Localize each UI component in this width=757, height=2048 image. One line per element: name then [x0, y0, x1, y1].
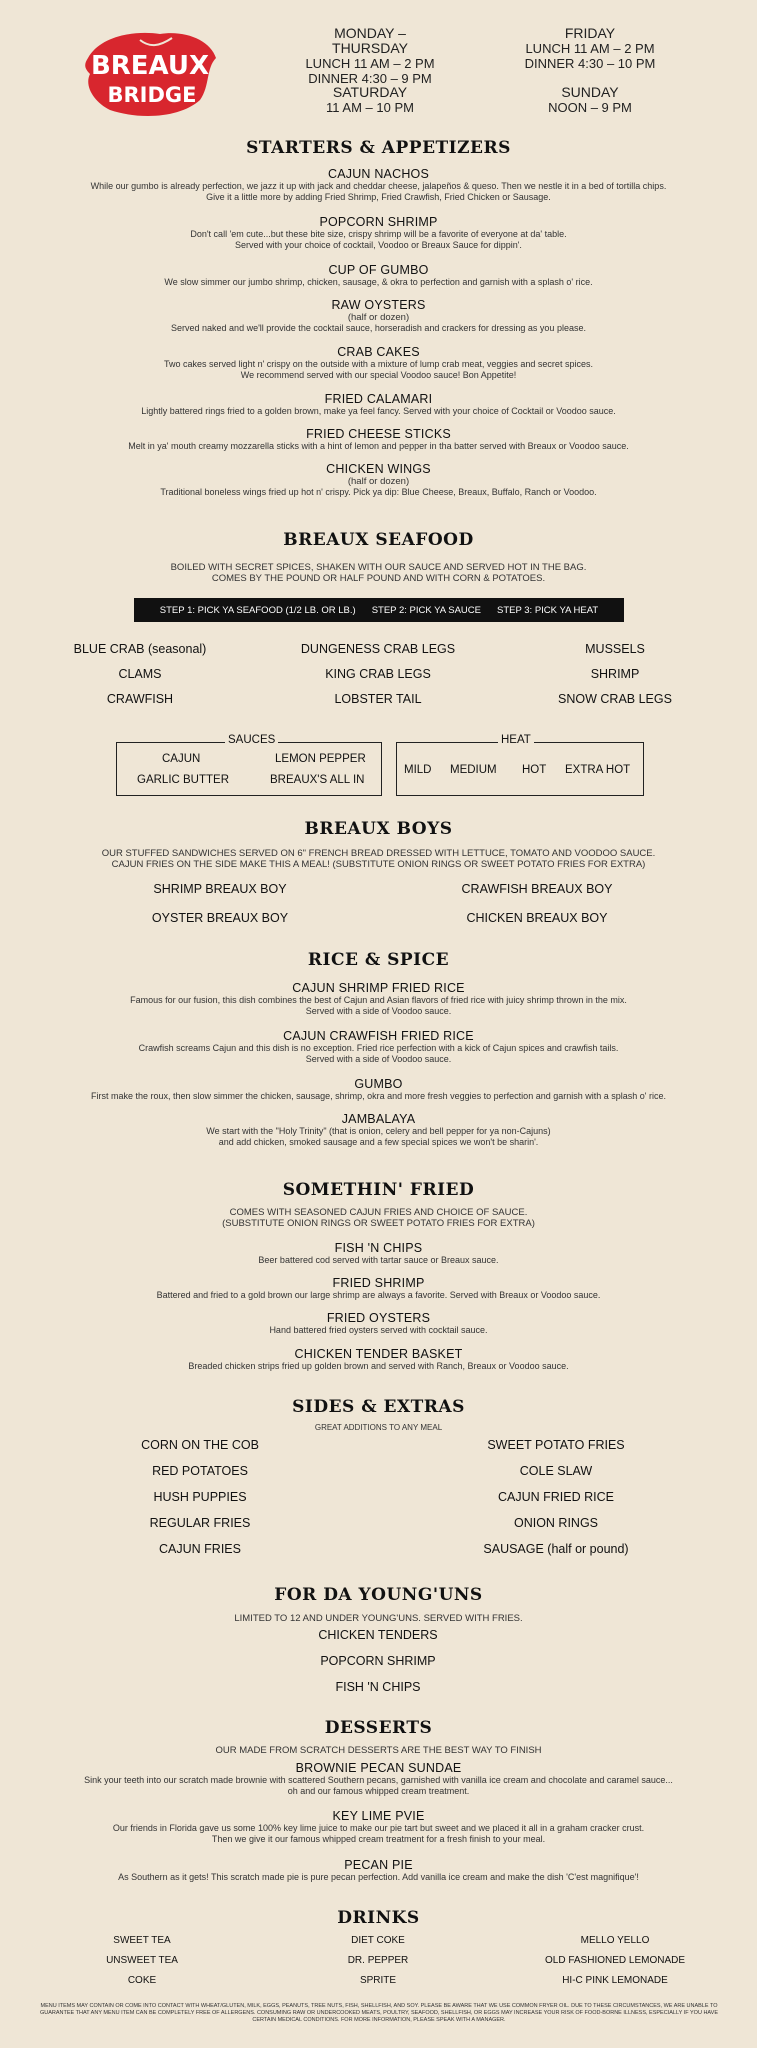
item-desc: and add chicken, smoked sausage and a few special spices we won't be sharin'. [218, 1137, 539, 1147]
note-line: OUR MADE FROM SCRATCH DESSERTS ARE THE BEST WAY TO FINISH [215, 1745, 542, 1756]
item-name: CAJUN CRAWFISH FRIED RICE [283, 1029, 474, 1043]
item-desc: As Southern as it gets! This scratch made pie is pure pecan perfection. Add vanilla ice cream and make the dish 'C'est magnifique'! [118, 1872, 639, 1882]
item-desc: We recommend served with our special Voodoo sauce! Bon Appetite! [240, 370, 517, 380]
item-name: FRIED CHEESE STICKS [306, 427, 451, 441]
sauces-box [116, 742, 382, 796]
item-desc: Lightly battered rings fried to a golden brown, make ya feel fancy. Served with your choice of Cocktail or Voodoo sauce. [141, 406, 616, 416]
drink-item: SPRITE [359, 1975, 397, 1986]
menu-item [20, 298, 737, 334]
drink-item: HI-C PINK LEMONADE [562, 1975, 668, 1986]
item-name: POPCORN SHRIMP [319, 215, 438, 229]
note-line: CAJUN FRIES ON THE SIDE MAKE THIS A MEAL! (SUBSTITUTE ONION RINGS OR SWEET POTATO FRIES FOR EXTRA) [111, 859, 646, 870]
breaux-bridge-logo [80, 28, 220, 123]
menu-item [20, 1077, 737, 1102]
side-item: SWEET POTATO FRIES [487, 1438, 625, 1452]
side-item: CORN ON THE COB [141, 1438, 259, 1452]
hours-line: 11 AM – 10 PM [326, 100, 414, 115]
note-line: COMES WITH SEASONED CAJUN FRIES AND CHOICE OF SAUCE. [229, 1207, 528, 1218]
boys-note [20, 848, 737, 870]
seafood-item: BLUE CRAB (seasonal) [73, 642, 207, 656]
drinks-title: DRINKS [337, 1908, 420, 1928]
menu-item [20, 981, 737, 1017]
item-name: FISH 'N CHIPS [334, 1241, 423, 1255]
item-desc: Battered and fried to a gold brown our large shrimp are always a favorite. Served with Breaux or Voodoo sauce. [156, 1290, 601, 1300]
boy-item: SHRIMP BREAUX BOY [153, 882, 287, 896]
item-desc: Hand battered fried oysters served with cocktail sauce. [269, 1325, 488, 1335]
seafood-item: DUNGENESS CRAB LEGS [300, 642, 456, 656]
item-name: CUP OF GUMBO [328, 263, 429, 277]
menu-item [20, 1311, 737, 1336]
note-line: GREAT ADDITIONS TO ANY MEAL [314, 1423, 443, 1432]
item-desc: Beer battered cod served with tartar sauce or Breaux sauce. [258, 1255, 499, 1265]
menu-item [20, 427, 737, 452]
seafood-item: MUSSELS [585, 642, 645, 656]
hours-day: SUNDAY [561, 84, 619, 100]
menu-item [20, 1276, 737, 1301]
heat-option: MEDIUM [450, 764, 497, 776]
young-note [20, 1613, 737, 1624]
desserts-title: DESSERTS [324, 1718, 433, 1738]
drink-item: MELLO YELLO [580, 1935, 650, 1946]
boys-title: BREAUX BOYS [304, 819, 453, 839]
item-name: CHICKEN WINGS [326, 462, 431, 476]
step-3: STEP 3: PICK YA HEAT [496, 604, 599, 616]
item-name: FRIED SHRIMP [332, 1276, 425, 1290]
desserts-note [20, 1745, 737, 1756]
menu-item [20, 345, 737, 381]
fried-title: SOMETHIN' FRIED [282, 1180, 475, 1200]
menu-item [20, 215, 737, 251]
drink-item: DR. PEPPER [347, 1955, 409, 1966]
hours-day: SATURDAY [332, 84, 408, 100]
kids-item: CHICKEN TENDERS [318, 1628, 438, 1642]
step-2: STEP 2: PICK YA SAUCE [371, 604, 481, 616]
item-desc: oh and our famous whipped cream treatment. [287, 1786, 470, 1796]
sides-title: SIDES & EXTRAS [292, 1397, 465, 1417]
item-desc: Traditional boneless wings fried up hot n' crispy. Pick ya dip: Blue Cheese, Breaux, Buffalo, Ranch or Voodoo. [160, 487, 597, 497]
side-item: REGULAR FRIES [149, 1516, 251, 1530]
heat-option: EXTRA HOT [565, 764, 631, 776]
drink-item: OLD FASHIONED LEMONADE [544, 1955, 686, 1966]
item-desc: Served with a side of Voodoo sauce. [305, 1054, 452, 1064]
hours-mon-thu [300, 26, 440, 86]
menu-item [20, 167, 737, 203]
side-item: COLE SLAW [519, 1464, 593, 1478]
kids-item: FISH 'N CHIPS [335, 1680, 421, 1694]
side-item: SAUSAGE (half or pound) [483, 1542, 629, 1556]
seafood-note [20, 562, 737, 584]
drink-item: COKE [127, 1975, 157, 1986]
item-desc: Served with a side of Voodoo sauce. [305, 1006, 452, 1016]
heat-title: HEAT [498, 734, 534, 746]
item-desc: Don't call 'em cute...but these bite size, crispy shrimp will be a favorite of everyone at da' table. [190, 229, 567, 239]
item-desc: Then we give it our famous whipped cream treatment for a fresh finish to your meal. [211, 1834, 546, 1844]
step-1: STEP 1: PICK YA SEAFOOD (1/2 LB. OR LB.) [159, 604, 356, 616]
sides-note [20, 1422, 737, 1433]
boy-item: OYSTER BREAUX BOY [151, 911, 289, 925]
item-name: BROWNIE PECAN SUNDAE [295, 1761, 462, 1775]
sauce-option: GARLIC BUTTER [137, 774, 230, 786]
menu-item [20, 1809, 737, 1845]
fried-note [20, 1207, 737, 1229]
hours-line: LUNCH 11 AM – 2 PM [305, 56, 435, 71]
note-line: BOILED WITH SECRET SPICES, SHAKEN WITH OUR SAUCE AND SERVED HOT IN THE BAG. [170, 562, 587, 573]
hours-sunday [510, 85, 670, 115]
menu-item [20, 1029, 737, 1065]
item-sub: (half or dozen) [347, 476, 410, 487]
item-name: CAJUN NACHOS [327, 167, 430, 181]
logo-line1: BREAUX [90, 51, 210, 81]
note-line: OUR STUFFED SANDWICHES SERVED ON 6" FRENCH BREAD DRESSED WITH LETTUCE, TOMATO AND VOODOO SAUCE. [101, 848, 656, 859]
seafood-item: CLAMS [118, 667, 162, 681]
heat-option: MILD [404, 764, 432, 776]
side-item: CAJUN FRIES [159, 1542, 241, 1556]
hours-line: DINNER 4:30 – 9 PM [308, 71, 432, 86]
seafood-title: BREAUX SEAFOOD [283, 530, 474, 550]
note-line: (SUBSTITUTE ONION RINGS OR SWEET POTATO FRIES FOR EXTRA) [222, 1218, 535, 1229]
seafood-steps-bar [134, 598, 624, 622]
menu-item [20, 1112, 737, 1148]
item-desc: Famous for our fusion, this dish combines the best of Cajun and Asian flavors of fried rice with juicy shrimp thrown in the mix. [130, 995, 627, 1005]
item-name: JAMBALAYA [341, 1112, 416, 1126]
drink-item: SWEET TEA [113, 1935, 171, 1946]
item-desc: Served naked and we'll provide the cocktail sauce, horseradish and crackers for dressing as you please. [171, 323, 586, 333]
hours-saturday [300, 85, 440, 115]
hours-line: DINNER 4:30 – 10 PM [524, 56, 656, 71]
item-desc: Give it a little more by adding Fried Shrimp, Fried Crawfish, Fried Chicken or Sausage. [206, 192, 551, 202]
item-desc: Sink your teeth into our scratch made brownie with scattered Southern pecans, garnished with vanilla ice cream and chocolate and caramel sauce... [84, 1775, 673, 1785]
logo-line2: BRIDGE [107, 83, 197, 107]
item-name: CRAB CAKES [337, 345, 420, 359]
item-name: RAW OYSTERS [331, 298, 426, 312]
hours-line: NOON – 9 PM [548, 100, 632, 115]
drink-item: UNSWEET TEA [106, 1955, 178, 1966]
item-desc: Crawfish screams Cajun and this dish is no exception. Fried rice perfection with a kick of Cajun spices and crawfish tails. [138, 1043, 619, 1053]
menu-item [20, 392, 737, 417]
item-sub: (half or dozen) [347, 312, 410, 323]
hours-line: LUNCH 11 AM – 2 PM [525, 41, 655, 56]
menu-item [20, 1858, 737, 1883]
sauces-title: SAUCES [225, 734, 278, 746]
item-desc: Our friends in Florida gave us some 100% key lime juice to make our pie tart but sweet and we placed it all in a graham cracker crust. [112, 1823, 645, 1833]
seafood-item: SNOW CRAB LEGS [558, 692, 672, 706]
side-item: CAJUN FRIED RICE [498, 1490, 614, 1504]
note-line: COMES BY THE POUND OR HALF POUND AND WITH CORN & POTATOES. [211, 573, 546, 584]
sauce-option: LEMON PEPPER [275, 753, 366, 765]
note-line: LIMITED TO 12 AND UNDER YOUNG'UNS. SERVED WITH FRIES. [234, 1613, 523, 1624]
item-name: CAJUN SHRIMP FRIED RICE [292, 981, 465, 995]
heat-option: HOT [522, 764, 547, 776]
sauce-option: CAJUN [162, 753, 201, 765]
sauce-option: BREAUX'S ALL IN [270, 774, 365, 786]
item-desc: Served with your choice of cocktail, Voodoo or Breaux Sauce for dippin'. [235, 240, 522, 250]
menu-item [20, 263, 737, 288]
item-desc: First make the roux, then slow simmer the chicken, sausage, shrimp, okra and more fresh veggies to perfection and garnish with a splash o' rice. [91, 1091, 666, 1101]
boy-item: CHICKEN BREAUX BOY [466, 911, 608, 925]
starters-title: STARTERS & APPETIZERS [246, 138, 511, 158]
side-item: HUSH PUPPIES [153, 1490, 247, 1504]
seafood-item: SHRIMP [590, 667, 640, 681]
kids-item: POPCORN SHRIMP [320, 1654, 436, 1668]
item-desc: We start with the "Holy Trinity" (that is onion, celery and bell pepper for ya non-Cajuns) [206, 1126, 551, 1136]
seafood-item: KING CRAB LEGS [325, 667, 431, 681]
item-name: KEY LIME PVIE [332, 1809, 425, 1823]
item-desc: Melt in ya' mouth creamy mozzarella sticks with a hint of lemon and pepper in tha batter served with Breaux or Voodoo sauce. [128, 441, 629, 451]
boy-item: CRAWFISH BREAUX BOY [461, 882, 613, 896]
item-name: FRIED OYSTERS [326, 1311, 431, 1325]
side-item: RED POTATOES [152, 1464, 248, 1478]
item-name: CHICKEN TENDER BASKET [294, 1347, 463, 1361]
side-item: ONION RINGS [513, 1516, 599, 1530]
item-name: PECAN PIE [344, 1858, 413, 1872]
item-desc: We slow simmer our jumbo shrimp, chicken, sausage, & okra to perfection and garnish with a splash o' rice. [164, 277, 593, 287]
item-name: FRIED CALAMARI [324, 392, 433, 406]
young-title: FOR DA YOUNG'UNS [274, 1585, 483, 1605]
menu-item [20, 1241, 737, 1266]
allergen-disclaimer: MENU ITEMS MAY CONTAIN OR COME INTO CONTACT WITH WHEAT/GLUTEN, MILK, EGGS, PEANUTS, TREE NUTS, FISH, SHELLFISH, AND SOY. PLEASE BE AWARE THAT WE USE COMMON FRYER OIL. DUE TO THESE CIRCUMSTANCES, WE ARE UNABLE TO GUARANTEE THAT ANY MENU ITEM CAN BE COMPLETELY FREE OF ALLERGENS. CONSUMING RAW OR UNDERCOOKED MEATS, POULTRY, SEAFOOD, SHELLFISH, OR EGGS MAY INCREASE YOUR RISK OF FOOD-BORNE ILLNESS, ESPECIALLY IF YOU HAVE CERTAIN MEDICAL CONDITIONS. FOR MORE INFORMATION, PLEASE SPEAK WITH A MANAGER. [39, 2003, 719, 2023]
item-desc: Two cakes served light n' crispy on the outside with a mixture of lump crab meat, veggies and secret spices. [164, 359, 593, 369]
hours-day: FRIDAY [564, 25, 616, 41]
menu-item [20, 462, 737, 498]
item-name: GUMBO [354, 1077, 403, 1091]
hours-friday [510, 26, 670, 71]
menu-item [20, 1347, 737, 1372]
drink-item: DIET COKE [351, 1935, 405, 1946]
item-desc: While our gumbo is already perfection, we jazz it up with jack and cheddar cheese, jalapeños & queso. Then we nestle it in a bed of tortilla chips. [90, 181, 667, 191]
seafood-item: CRAWFISH [106, 692, 174, 706]
hours-day: MONDAY – THURSDAY [332, 25, 408, 56]
item-desc: Breaded chicken strips fried up golden brown and served with Ranch, Breaux or Voodoo sauce. [188, 1361, 569, 1371]
menu-item [20, 1761, 737, 1797]
rice-title: RICE & SPICE [307, 950, 450, 970]
seafood-item: LOBSTER TAIL [334, 692, 422, 706]
